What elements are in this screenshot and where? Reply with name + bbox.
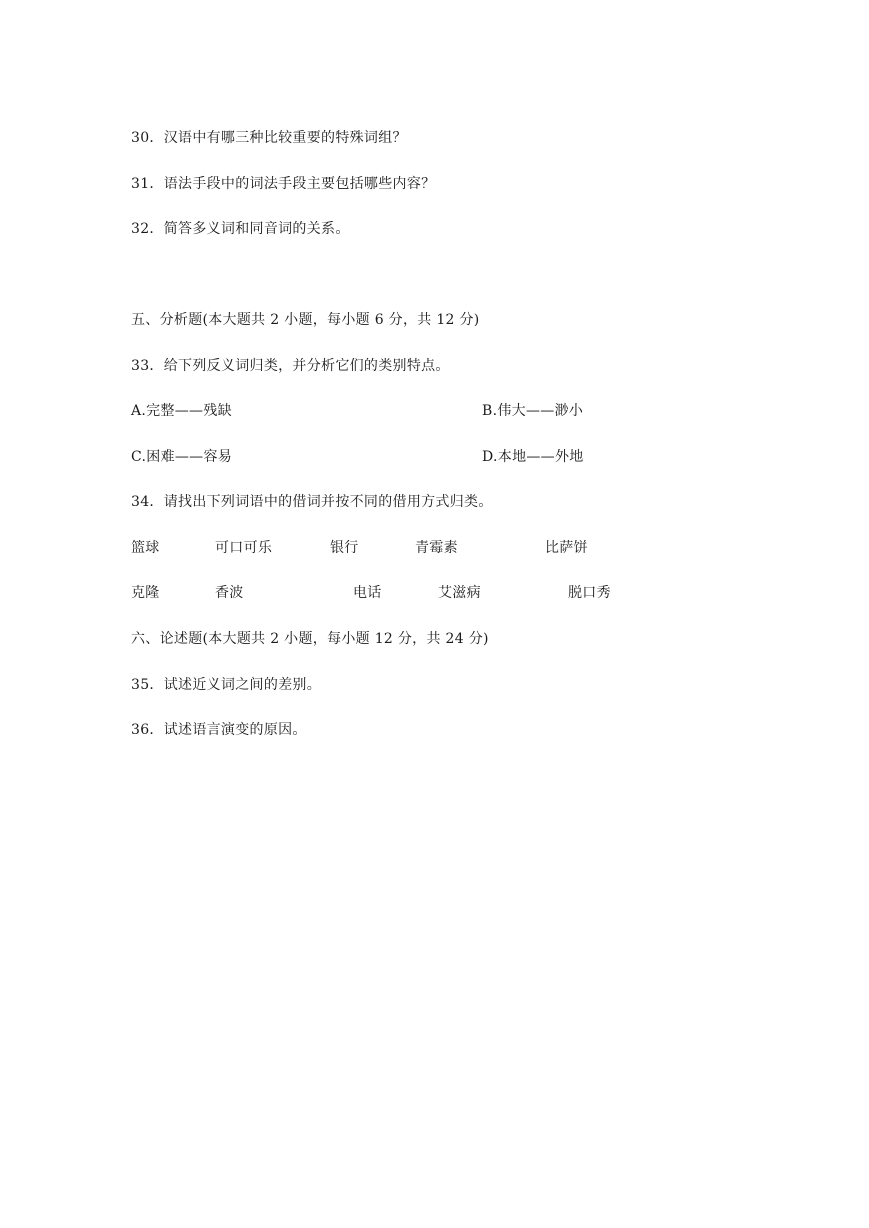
q33-prompt: 33．给下列反义词归类，并分析它们的类别特点。 bbox=[131, 358, 450, 374]
q30-text: 30．汉语中有哪三种比较重要的特殊词组？ bbox=[131, 130, 407, 146]
q34-word: 比萨饼 bbox=[545, 540, 588, 556]
q36-text: 36．试述语言演变的原因。 bbox=[131, 722, 307, 738]
q34-word: 青霉素 bbox=[415, 540, 458, 556]
section-6-heading: 六、论述题(本大题共 2 小题，每小题 12 分，共 24 分) bbox=[131, 631, 489, 647]
section-5-heading: 五、分析题(本大题共 2 小题，每小题 6 分，共 12 分) bbox=[131, 312, 480, 328]
q34-word: 可口可乐 bbox=[215, 540, 273, 556]
q33-option-c: C.困难——容易 bbox=[131, 449, 233, 465]
q34-word: 银行 bbox=[330, 540, 359, 556]
q32-text: 32．简答多义词和同音词的关系。 bbox=[131, 221, 350, 237]
q34-word: 克隆 bbox=[131, 585, 160, 601]
q33-option-b: B.伟大——渺小 bbox=[482, 403, 584, 419]
q33-option-d: D.本地——外地 bbox=[482, 449, 584, 465]
q33-option-a: A.完整——残缺 bbox=[131, 403, 232, 419]
q34-word: 脱口秀 bbox=[568, 585, 611, 601]
q34-word: 艾滋病 bbox=[438, 585, 481, 601]
q34-prompt: 34．请找出下列词语中的借词并按不同的借用方式归类。 bbox=[131, 494, 493, 510]
q34-word: 香波 bbox=[215, 585, 244, 601]
q34-word: 篮球 bbox=[131, 540, 160, 556]
q35-text: 35．试述近义词之间的差别。 bbox=[131, 677, 322, 693]
q34-word: 电话 bbox=[353, 585, 382, 601]
q31-text: 31．语法手段中的词法手段主要包括哪些内容？ bbox=[131, 176, 436, 192]
